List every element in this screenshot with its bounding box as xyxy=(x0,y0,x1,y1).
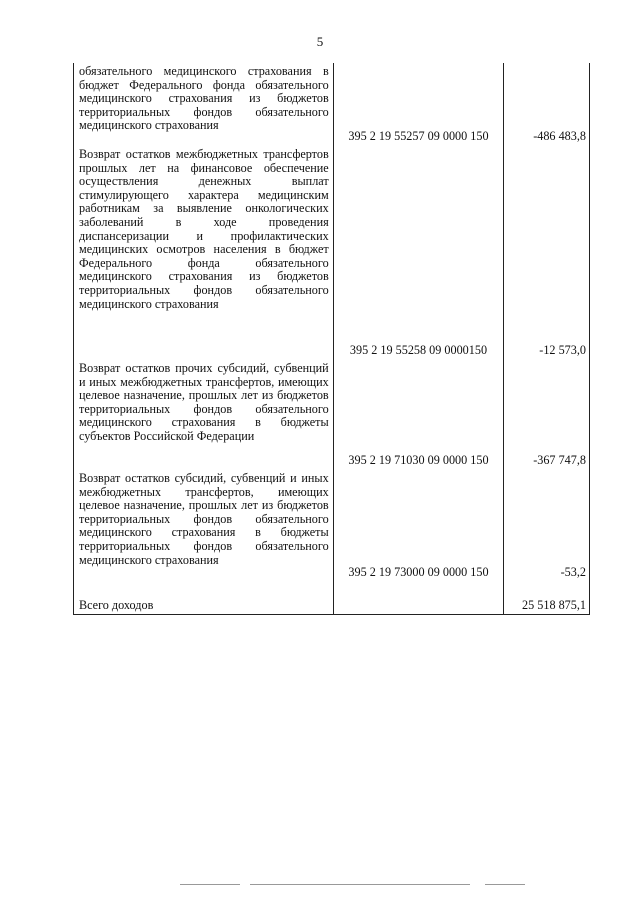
row-description: обязательного медицинского страхования в бюджет Федерального фонда обязательного медицинского страхования из бюджетов территориальных фондов обязательного медицинского страхования xyxy=(74,63,334,146)
row-amount: -486 483,8 xyxy=(504,63,590,146)
row-description: Возврат остатков субсидий, субвенций и иных межбюджетных трансфертов, имеющих целевое назначение, прошлых лет из бюджетов территориальных фондов обязательного медицинского страхования в бюджеты территориальных фондов обязательного медицинского страхования xyxy=(74,470,334,582)
row-code: 395 2 19 73000 09 0000 150 xyxy=(333,470,504,582)
table-row xyxy=(74,146,590,360)
row-description: Возврат остатков прочих субсидий, субвенций и иных межбюджетных трансфертов, имеющих целевое назначение, прошлых лет из бюджетов территориальных фондов обязательного медицинского страхования в бюджеты субъектов Российской Федерации xyxy=(74,360,334,470)
total-label: Всего доходов xyxy=(74,582,334,614)
revenue-table xyxy=(73,63,590,615)
row-amount: -53,2 xyxy=(504,470,590,582)
table-row xyxy=(74,470,590,582)
total-code xyxy=(333,582,504,614)
row-code: 395 2 19 55258 09 0000150 xyxy=(333,146,504,360)
row-amount: -12 573,0 xyxy=(504,146,590,360)
footer-rule xyxy=(180,884,240,885)
row-amount: -367 747,8 xyxy=(504,360,590,470)
page-number: 5 xyxy=(316,34,324,49)
row-code: 395 2 19 71030 09 0000 150 xyxy=(333,360,504,470)
row-code: 395 2 19 55257 09 0000 150 xyxy=(333,63,504,146)
footer-rule xyxy=(485,884,525,885)
table-row xyxy=(74,63,590,146)
row-description: Возврат остатков межбюджетных трансфертов прошлых лет на финансовое обеспечение осуществления денежных выплат стимулирующего характера медицинским работникам за выявление онкологических заболеваний в ходе проведения диспансеризации и профилактических медицинских осмотров населения в бюджет Федерального фонда обязательного медицинского страхования из бюджетов территориальных фондов обязательного медицинского страхования xyxy=(74,146,334,360)
total-row xyxy=(74,582,590,614)
footer-rule xyxy=(250,884,470,885)
total-amount: 25 518 875,1 xyxy=(504,582,590,614)
table-row xyxy=(74,360,590,470)
